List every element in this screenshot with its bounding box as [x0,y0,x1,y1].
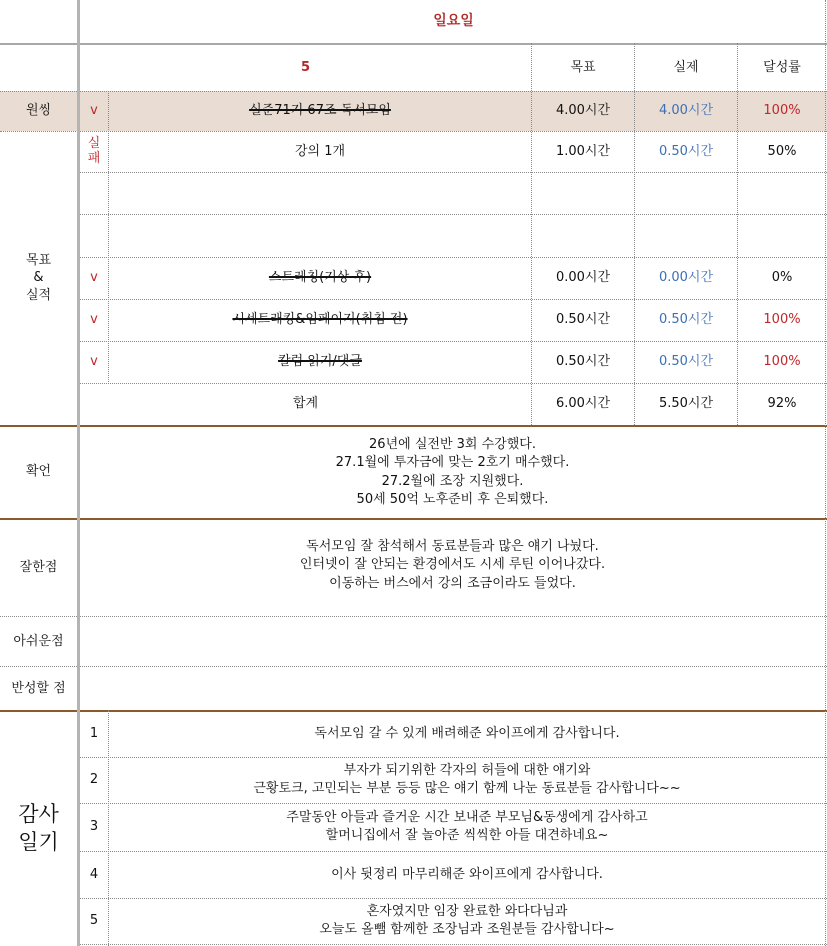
section-warmup: 원씽 [25,103,52,119]
task-actual: 0.50시간 [658,354,714,370]
task-rate: 100% [763,312,801,328]
task-name: 칼럼 읽기/댓글 [278,354,362,370]
one-thing-rate: 100% [763,103,801,119]
task-check[interactable]: v [90,312,98,328]
gratitude-number: 2 [89,772,99,788]
task-check[interactable] [80,172,108,214]
gratitude-line: 주말동안 아들과 즐거운 시간 보내준 부모님&동생에게 감사하고 [286,809,648,825]
section-reflect: 반성할 점 [11,680,66,696]
gratitude-number: 3 [89,819,99,835]
one-thing-actual: 4.00시간 [658,103,714,119]
section-gratitude: 감사 일기 [18,802,59,854]
gratitude-text [109,711,825,757]
one-thing-goal: 4.00시간 [555,103,611,119]
gratitude-line: 혼자였지만 임장 완료한 와다다님과 [366,903,568,919]
total-label: 합계 [292,396,319,412]
task-rate: 100% [763,354,801,370]
task-actual: 0.50시간 [658,143,714,159]
gratitude-line: 할머니집에서 잘 놀아준 씩씩한 아들 대견하네요~ [325,828,609,843]
good-points-block [80,520,825,616]
affirmation-line: 27.2월에 조장 지원했다. [381,473,524,489]
gratitude-line: 오늘도 올뺌 함께한 조장님과 조원분들 감사합니다~ [319,922,615,937]
total-actual: 5.50시간 [658,396,714,412]
task-actual: 0.50시간 [658,312,714,328]
week-number: 5 [300,60,311,76]
affirmation-line: 27.1월에 투자금에 맞는 2호기 매수했다. [335,455,570,471]
task-goal: 0.50시간 [555,354,611,370]
header-rate: 달성률 [763,60,801,76]
task-rate: 0% [771,270,793,286]
section-regret: 아쉬운점 [13,633,64,649]
task-goal: 0.00시간 [555,270,611,286]
task-goal: 0.50시간 [555,312,611,328]
good-point-line: 인터넷이 잘 안되는 환경에서도 시세 루틴 이어나갔다. [299,557,606,573]
section-good: 잘한점 [19,559,58,575]
gratitude-text [109,803,825,851]
reflect-content[interactable] [80,667,825,710]
section-affirm: 확언 [25,464,52,480]
header-goal: 목표 [570,60,596,76]
one-thing-check[interactable]: v [90,103,98,119]
gratitude-text [109,851,825,898]
header-actual: 실제 [673,60,699,76]
task-rate: 50% [767,143,797,159]
task-actual: 0.00시간 [658,270,714,286]
task-name: 스트레칭(기상 후) [268,270,372,286]
day-title: 일요일 [433,13,474,30]
task-check[interactable]: v [90,354,98,370]
gratitude-text [109,898,825,944]
affirmation-line: 50세 50억 노후준비 후 은퇴했다. [356,491,549,507]
section-goals: 목표 & 실적 [25,252,52,303]
task-name[interactable] [109,214,531,257]
affirmation-line: 26년에 실전반 3회 수강했다. [369,436,536,452]
good-point-line: 독서모임 잘 참석해서 동료분들과 많은 얘기 나눴다. [306,539,599,554]
task-name: 강의 1개 [294,143,346,159]
gratitude-line: 이사 뒷정리 마무리해준 와이프에게 감사합니다. [331,866,603,882]
task-check[interactable] [80,214,108,257]
one-thing-task: 실준71기 67조 독서모임 [249,103,391,119]
task-name[interactable] [109,172,531,214]
regret-content[interactable] [80,617,825,666]
total-goal: 6.00시간 [555,396,611,412]
task-check[interactable]: 실 패 [87,136,101,166]
gratitude-line: 근황토크, 고민되는 부분 등등 많은 얘기 함께 나눈 동료분들 감사합니다~~ [253,781,681,796]
task-goal: 1.00시간 [555,143,611,159]
good-point-line: 이동하는 버스에서 강의 조금이라도 들었다. [329,575,576,591]
gratitude-text [109,757,825,803]
affirmation-block [80,427,825,518]
task-check[interactable]: v [90,270,98,286]
gratitude-number: 5 [89,913,99,929]
total-rate: 92% [767,396,797,412]
task-name: 시세트래킹&임페이지(취침 전) [232,312,408,328]
gratitude-line: 부자가 되기위한 각자의 허들에 대한 얘기와 [343,762,591,778]
gratitude-line: 독서모임 갈 수 있게 배려해준 와이프에게 감사합니다. [314,726,620,742]
gratitude-number: 1 [89,726,99,742]
gratitude-number: 4 [89,866,99,882]
